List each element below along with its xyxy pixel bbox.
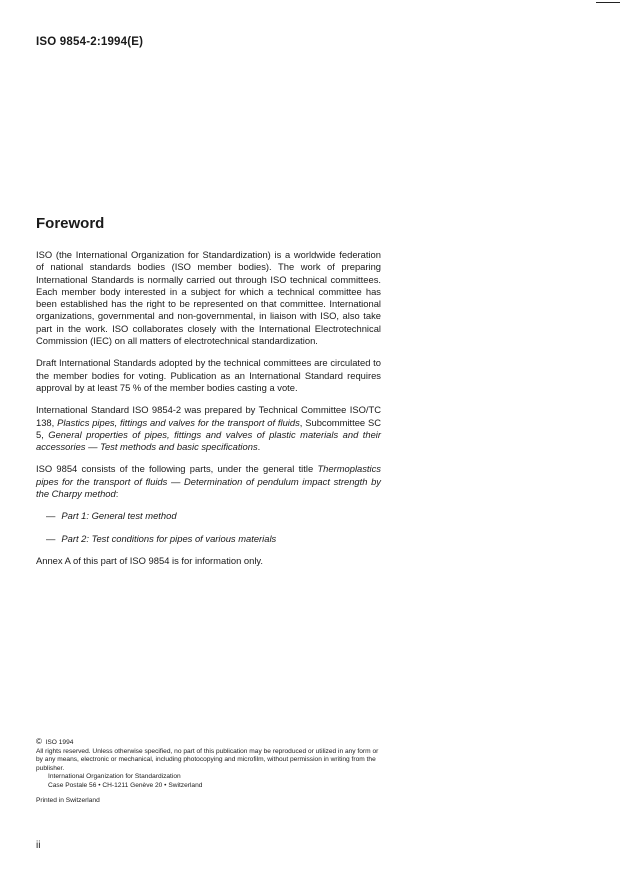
foreword-body — [36, 249, 381, 577]
list-item-part-2 — [46, 533, 381, 545]
part-1-label: Part 1: General test method — [61, 510, 177, 522]
list-item-part-1 — [46, 510, 381, 522]
paragraph-annex: Annex A of this part of ISO 9854 is for information only. — [36, 554, 264, 566]
copyright-symbol: © — [36, 737, 42, 746]
part-2-label: Part 2: Test conditions for pipes of various materials — [61, 532, 277, 544]
colon: : — [115, 488, 119, 500]
paragraph-iso-intro: ISO (the International Organization for Standardization) is a worldwide federation of national standards bodies (ISO member bodies). The work of preparing International Standards is normally carried out through ISO technical committees. Each member body interested in a subject for which a technical committee has been established has the right to be represented on that committee. International organizations, governmental and non-governmental, in liaison with ISO, also take part in the work. ISO collaborates closely with the International Electrotechnical Commission (IEC) on all matters of electrotechnical standardization. — [36, 249, 381, 347]
period: . — [257, 441, 261, 453]
paragraph-draft-standards: Draft International Standards adopted by the technical committees are circulated to the member bodies for voting. Publication as an International Standard requires approval by at least 75 % of the member bodies casting a vote. — [36, 357, 381, 393]
corner-mark — [596, 2, 620, 3]
committee-title: Plastics pipes, fittings and valves for the transport of fluids — [57, 416, 300, 428]
subcommittee-text: , Subcommittee SC 5, — [36, 416, 381, 440]
parts-intro-text: ISO 9854 consists of the following parts, under the general title — [36, 463, 318, 475]
copyright-block — [36, 738, 381, 805]
copyright-owner: ISO 1994 — [45, 739, 74, 746]
page-number: ii — [36, 840, 41, 851]
page-title: Foreword — [36, 215, 105, 232]
subcommittee-title: General properties of pipes, fittings and valves of plastic materials and their accessories — Test methods and basic specifications — [36, 428, 381, 453]
prepared-by-text: International Standard ISO 9854-2 was prepared by Technical Committee ISO/TC 138, — [36, 404, 381, 428]
paragraph-prepared-by — [36, 404, 381, 453]
standard-identifier: ISO 9854-2:1994(E) — [36, 36, 144, 48]
publisher-address: Case Postale 56 • CH-1211 Genève 20 • Switzerland — [48, 781, 203, 789]
paragraph-parts — [36, 463, 381, 500]
printed-in: Printed in Switzerland — [36, 796, 100, 804]
rights-notice: All rights reserved. Unless otherwise specified, no part of this publication may be reproduced or utilized in any form or by any means, electronic or mechanical, including photocopying and microfilm, without permission in writing from the publisher. — [36, 747, 379, 772]
copyright-line — [36, 738, 381, 748]
list-dash: — — [46, 510, 56, 522]
list-dash: — — [46, 532, 56, 544]
general-title: Thermoplastics pipes for the transport of fluids — Determination of pendulum impact strength by the Charpy method — [36, 463, 381, 500]
publisher-name: International Organization for Standardization — [48, 773, 181, 781]
